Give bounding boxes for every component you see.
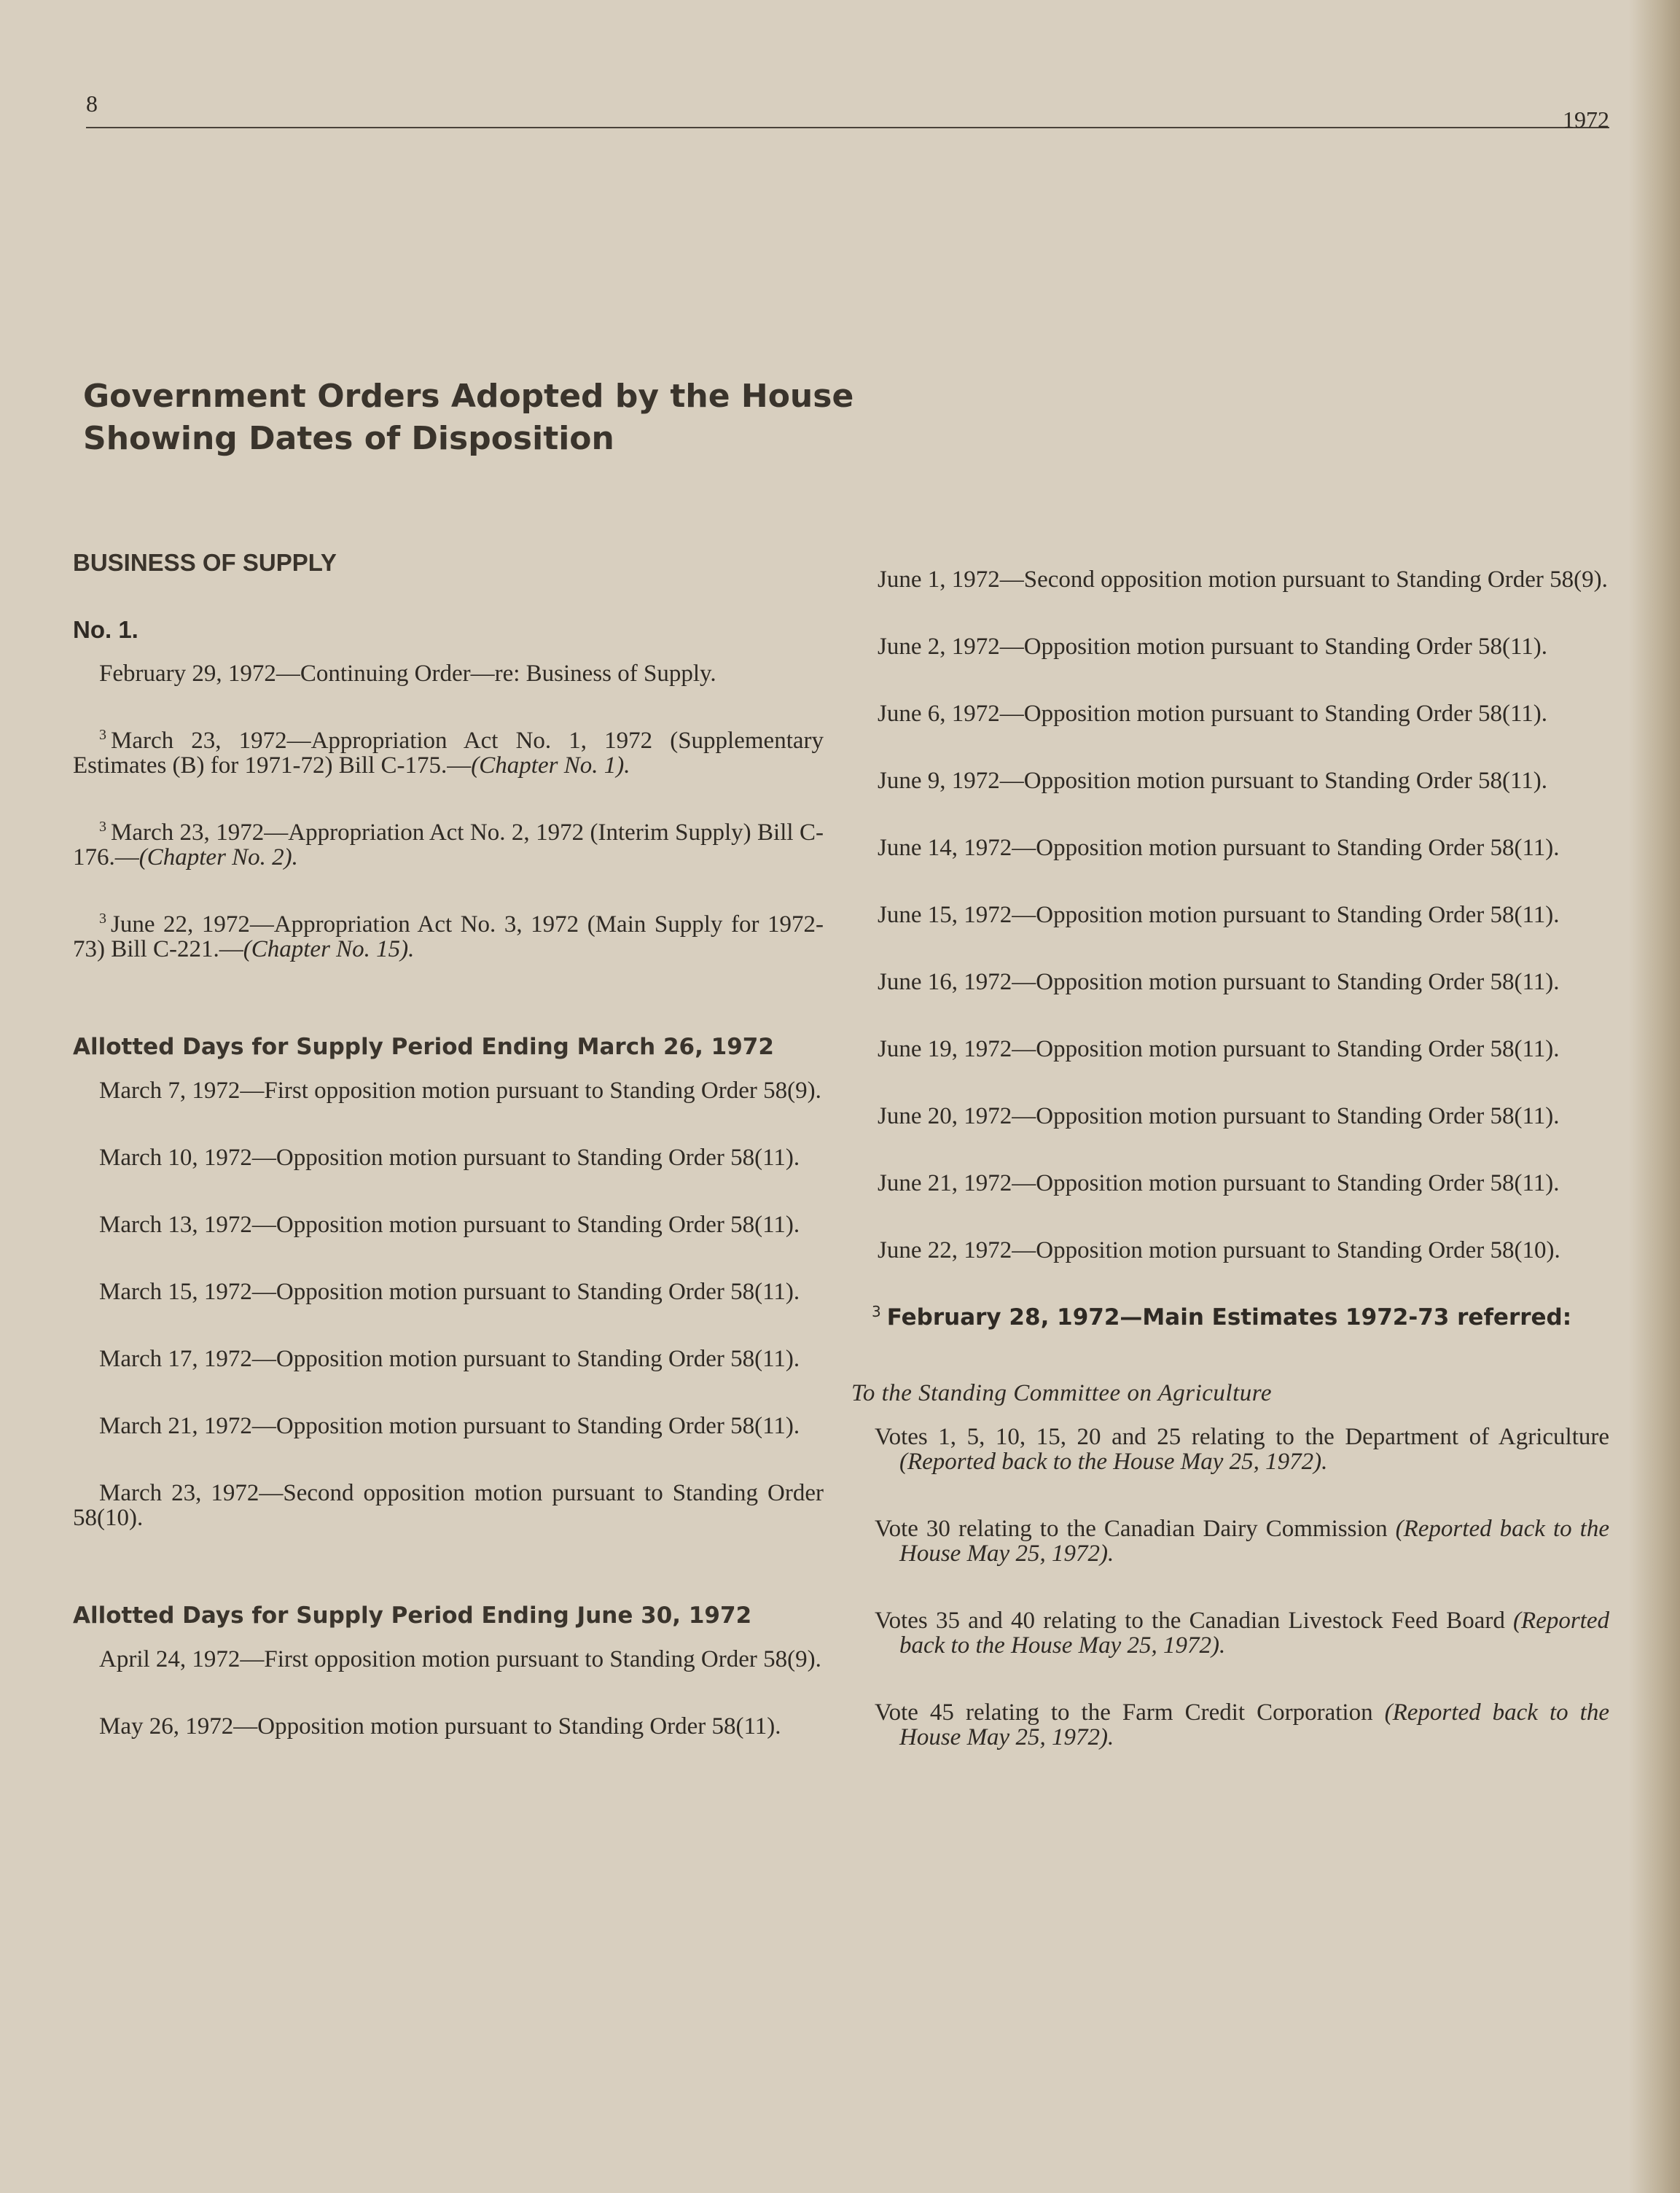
entry-text: June 22, 1972—Appropriation Act No. 3, 1972 (Main Supply for 1972-73) Bill C-221.— <box>73 911 824 962</box>
vote-text: Vote 45 relating to the Farm Credit Corporation <box>875 1699 1385 1726</box>
period-heading-june: Allotted Days for Supply Period Ending June 30, 1972 <box>73 1602 752 1629</box>
chapter-citation: (Chapter No. 15). <box>243 936 415 962</box>
header-rule <box>86 127 1609 128</box>
allotted-day-entry: June 1, 1972—Second opposition motion pursuant to Standing Order 58(9). <box>878 566 1608 593</box>
entry-text: February 29, 1972—Continuing Order—re: Business of Supply. <box>99 661 716 687</box>
vote-report: (Reported back to the House May 25, 1972). <box>899 1699 1610 1750</box>
allotted-day-entry: March 21, 1972—Opposition motion pursuant to Standing Order 58(11). <box>99 1413 800 1439</box>
vote-text: Votes 35 and 40 relating to the Canadian Livestock Feed Board <box>875 1608 1514 1634</box>
committee-heading: To the Standing Committee on Agriculture <box>851 1380 1273 1406</box>
allotted-day-entry: June 14, 1972—Opposition motion pursuant to Standing Order 58(11). <box>878 835 1560 861</box>
right-column <box>851 567 1609 1750</box>
vote-entry <box>851 1608 1609 1658</box>
allotted-day-entry: March 7, 1972—First opposition motion pursuant to Standing Order 58(9). <box>99 1078 821 1104</box>
allotted-day-entry: June 19, 1972—Opposition motion pursuant to Standing Order 58(11). <box>878 1036 1560 1062</box>
allotted-day-entry: March 10, 1972—Opposition motion pursuant to Standing Order 58(11). <box>99 1145 800 1171</box>
allotted-day-entry: June 9, 1972—Opposition motion pursuant to Standing Order 58(11). <box>878 768 1548 794</box>
allotted-day-entry: March 17, 1972—Opposition motion pursuant to Standing Order 58(11). <box>99 1346 800 1372</box>
allotted-day-entry: March 23, 1972—Second opposition motion pursuant to Standing Order 58(10). <box>73 1480 824 1531</box>
allotted-day-entry: June 16, 1972—Opposition motion pursuant to Standing Order 58(11). <box>878 969 1560 995</box>
allotted-day-entry: June 20, 1972—Opposition motion pursuant to Standing Order 58(11). <box>878 1103 1560 1129</box>
allotted-day-entry: June 6, 1972—Opposition motion pursuant to Standing Order 58(11). <box>878 701 1548 727</box>
supply-entry <box>73 661 824 686</box>
main-estimates-text: February 28, 1972—Main Estimates 1972-73 referred: <box>886 1304 1572 1331</box>
page-edge-shadow <box>1629 0 1680 2193</box>
allotted-day-entry: March 13, 1972—Opposition motion pursuant to Standing Order 58(11). <box>99 1212 800 1238</box>
supply-entry <box>73 728 824 778</box>
vote-entry <box>851 1516 1609 1566</box>
period-heading-march: Allotted Days for Supply Period Ending March 26, 1972 <box>73 1034 774 1060</box>
footnote-marker: 3 <box>99 727 106 743</box>
vote-entry <box>851 1425 1609 1474</box>
footnote-marker: 3 <box>99 911 106 927</box>
vote-report: (Reported back to the House May 25, 1972). <box>899 1608 1609 1659</box>
allotted-day-entry: June 15, 1972—Opposition motion pursuant to Standing Order 58(11). <box>878 902 1560 928</box>
vote-report: (Reported back to the House May 25, 1972). <box>899 1516 1609 1567</box>
chapter-citation: (Chapter No. 1). <box>471 752 630 779</box>
entry-text: March 23, 1972—Appropriation Act No. 2, 1972 (Interim Supply) Bill C-176.— <box>73 819 824 870</box>
allotted-day-entry: June 2, 1972—Opposition motion pursuant to Standing Order 58(11). <box>878 634 1548 660</box>
allotted-day-entry: May 26, 1972—Opposition motion pursuant to Standing Order 58(11). <box>99 1713 781 1740</box>
footnote-marker: 3 <box>872 1302 881 1320</box>
vote-text: Votes 1, 5, 10, 15, 20 and 25 relating to the Department of Agriculture <box>875 1424 1609 1450</box>
footnote-marker: 3 <box>99 819 106 835</box>
chapter-citation: (Chapter No. 2). <box>138 844 298 870</box>
allotted-day-entry: March 15, 1972—Opposition motion pursuant to Standing Order 58(11). <box>99 1279 800 1305</box>
section-heading-business-of-supply: BUSINESS OF SUPPLY <box>73 549 337 576</box>
entry-text: March 23, 1972—Appropriation Act No. 1, 1972 (Supplementary Estimates (B) for 1971-72) Bill C-175.— <box>73 728 824 779</box>
main-estimates-referral <box>851 1302 1609 1331</box>
order-number: No. 1. <box>73 616 138 643</box>
vote-entry <box>851 1700 1609 1750</box>
header-year: 1972 <box>1563 106 1609 133</box>
page-title: Government Orders Adopted by the House Showing Dates of Disposition <box>83 378 854 457</box>
allotted-day-entry: June 21, 1972—Opposition motion pursuant to Standing Order 58(11). <box>878 1170 1560 1196</box>
allotted-day-entry: June 22, 1972—Opposition motion pursuant to Standing Order 58(10). <box>878 1237 1560 1263</box>
supply-entry <box>73 912 824 962</box>
left-column <box>73 550 824 1739</box>
vote-report: (Reported back to the House May 25, 1972). <box>899 1449 1328 1475</box>
running-head <box>86 86 1609 133</box>
allotted-day-entry: April 24, 1972—First opposition motion pursuant to Standing Order 58(9). <box>99 1646 821 1672</box>
supply-entry <box>73 820 824 870</box>
page-number: 8 <box>86 90 98 117</box>
vote-text: Vote 30 relating to the Canadian Dairy Commission <box>875 1516 1396 1542</box>
